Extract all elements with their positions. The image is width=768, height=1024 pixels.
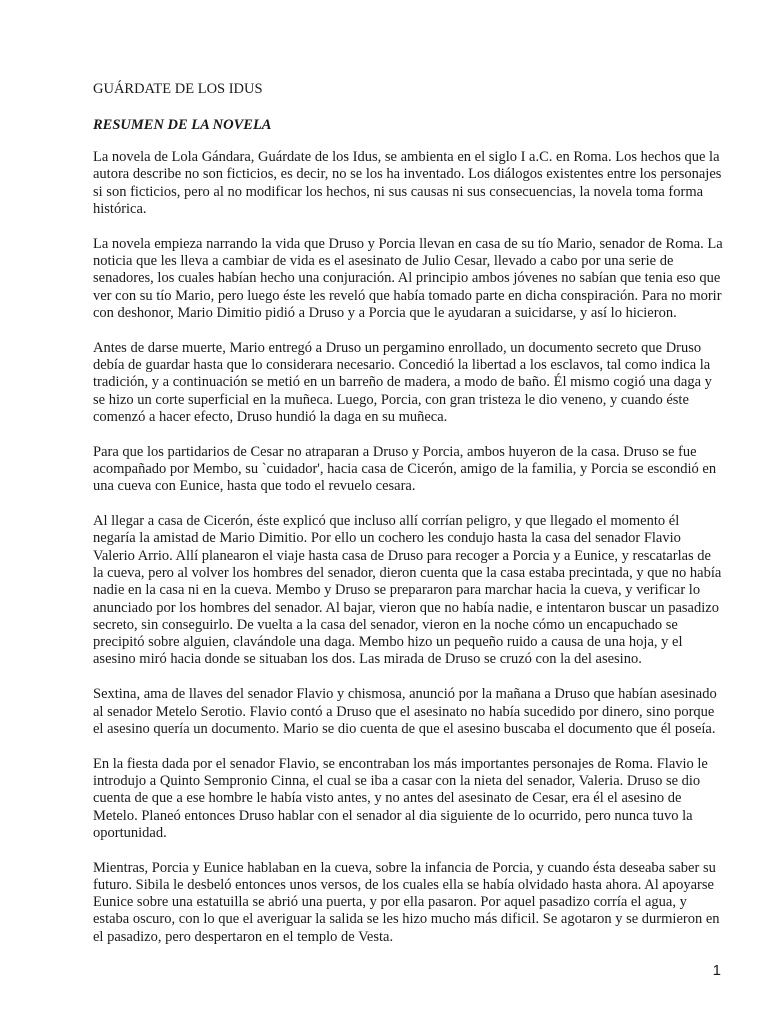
document-title: GUÁRDATE DE LOS IDUS	[93, 81, 263, 97]
paragraph: Al llegar a casa de Cicerón, éste explicó que incluso allí corrían peligro, y que llegado el momento él negaría la amistad de Mario Dimitio. Por ello un cochero les condujo hasta la casa del senador Flavio Valerio Arrio. Allí planearon el viaje hasta casa de Druso para recoger a Porcia y a Eunice, y rescatarlas de la cueva, pero al volver los hombres del senador, dieron cuenta que la casa estaba precintada, y que no había nadie en la casa ni en la cueva. Membo y Druso se prepararon para marchar hacia la cueva, y verificar lo anunciado por los hombres del senador. Al bajar, vieron que no había nadie, e intentaron buscar un pasadizo secreto, sin conseguirlo. De vuelta a la casa del senador, vieron en la noche cómo un encapuchado se precipitó sobre alguien, clavándole una daga. Membo hizo un pequeño ruido a causa de una hoja, y el asesino miró hacia donde se situaban los dos. Las mirada de Druso se cruzó con la del asesino.	[93, 513, 722, 668]
paragraph: La novela de Lola Gándara, Guárdate de los Idus, se ambienta en el siglo I a.C. en Roma. Los hechos que la autora describe no son ficticios, es decir, no se los ha inventado. Los diálogos existentes entre los personajes si son ficticios, pero al no modificar los hechos, ni sus causas ni sus consecuencias, la novela toma forma histórica.	[93, 149, 722, 217]
document-subtitle: RESUMEN DE LA NOVELA	[93, 117, 272, 133]
document-body	[93, 149, 725, 964]
paragraph: Para que los partidarios de Cesar no atraparan a Druso y Porcia, ambos huyeron de la casa. Druso se fue acompañado por Membo, su `cuidador', hacia casa de Cicerón, amigo de la familia, y Porcia se escondió en una cueva con Eunice, hasta que todo el revuelo cesara.	[93, 443, 717, 495]
paragraph: Mientras, Porcia y Eunice hablaban en la cueva, sobre la infancia de Porcia, y cuando ésta deseaba saber su futuro. Sibila le desbeló entonces unos versos, de los cuales ella se había olvidado hasta ahora. Al apoyarse Eunice sobre una estatuilla se abrió una puerta, y por ella pasaron. Por aquel pasadizo corría el agua, y estaba oscuro, con lo que el averiguar la salida se les hizo mucho más dificil. Se agotaron y se durmieron en el pasadizo, pero despertaron en el templo de Vesta.	[93, 859, 720, 945]
page-number: 1	[712, 962, 721, 979]
paragraph: La novela empieza narrando la vida que Druso y Porcia llevan en casa de su tío Mario, senador de Roma. La noticia que les lleva a cambiar de vida es el asesinato de Julio Cesar, llevado a cabo por una serie de senadores, los cuales habían hecho una conjuración. Al principio ambos jóvenes no sabían que tenia eso que ver con su tío Mario, pero luego éste les reveló que había tomado parte en dicha conspiración. Para no morir con deshonor, Mario Dimitio pidió a Druso y a Porcia que le ayudaran a suicidarse, y así lo hicieron.	[93, 235, 723, 321]
paragraph: Antes de darse muerte, Mario entregó a Druso un pergamino enrollado, un documento secreto que Druso debía de guardar hasta que lo considerara necesario. Concedió la libertad a los esclavos, tal como indica la tradición, y a continuación se metió en un barreño de madera, a modo de baño. Él mismo cogió una daga y se hizo un corte superficial en la muñeca. Luego, Porcia, con gran tristeza le dio veneno, y cuando éste comenzó a hacer efecto, Druso hundió la daga en su muñeca.	[93, 339, 712, 425]
paragraph: En la fiesta dada por el senador Flavio, se encontraban los más importantes personajes de Roma. Flavio le introdujo a Quinto Sempronio Cinna, el cual se iba a casar con la nieta del senador, Valeria. Druso se dio cuenta de que a ese hombre le había visto antes, y no antes del asesinato de Cesar, era él el asesino de Metelo. Planeó entonces Druso hablar con el senador al dia siguiente de lo ocurrido, pero nunca tuvo la oportunidad.	[93, 755, 708, 841]
paragraph: Sextina, ama de llaves del senador Flavio y chismosa, anunció por la mañana a Druso que habían asesinado al senador Metelo Serotio. Flavio contó a Druso que el asesinato no había sucedido por dinero, sino porque el asesino quería un documento. Mario se dio cuenta de que el asesino buscaba el documento que él poseía.	[93, 686, 717, 737]
